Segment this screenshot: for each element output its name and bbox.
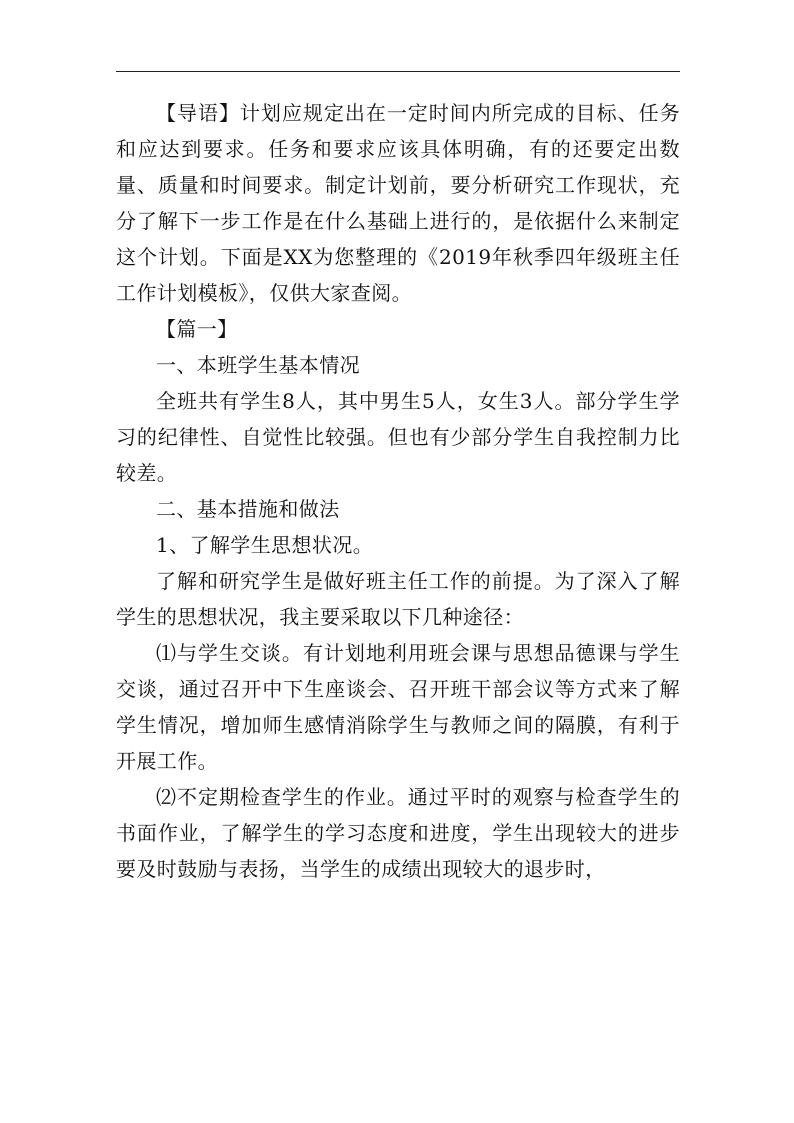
item-title-1: 1、了解学生思想状况。 <box>156 533 374 557</box>
part-label: 【篇一】 <box>156 317 238 341</box>
section-title-2: 二、基本措施和做法 <box>156 497 340 521</box>
sub-item-2: ⑵不定期检查学生的作业。通过平时的观察与检查学生的书面作业，了解学生的学习态度和进度，学生出现较大的进步要及时鼓励与表扬，当学生的成绩出现较大的退步时， <box>116 785 680 881</box>
section-body-1: 全班共有学生8人，其中男生5人，女生3人。部分学生学习的纪律性、自觉性比较强。但也有少部分学生自我控制力比较差。 <box>116 389 680 485</box>
document-body <box>116 95 680 887</box>
section-title-1: 一、本班学生基本情况 <box>156 353 360 377</box>
item-body-1: 了解和研究学生是做好班主任工作的前提。为了深入了解学生的思想状况，我主要采取以下几种途径： <box>116 569 680 629</box>
intro-paragraph: 【导语】计划应规定出在一定时间内所完成的目标、任务和应达到要求。任务和要求应该具体明确，有的还要定出数量、质量和时间要求。制定计划前，要分析研究工作现状，充分了解下一步工作是在什么基础上进行的，是依据什么来制定这个计划。下面是XX为您整理的《2019年秋季四年级班主任工作计划模板》，仅供大家查阅。 <box>116 101 680 305</box>
sub-item-1: ⑴与学生交谈。有计划地利用班会课与思想品德课与学生交谈，通过召开中下生座谈会、召开班干部会议等方式来了解学生情况，增加师生感情消除学生与教师之间的隔膜，有利于开展工作。 <box>116 641 680 773</box>
header-rule <box>116 71 680 72</box>
